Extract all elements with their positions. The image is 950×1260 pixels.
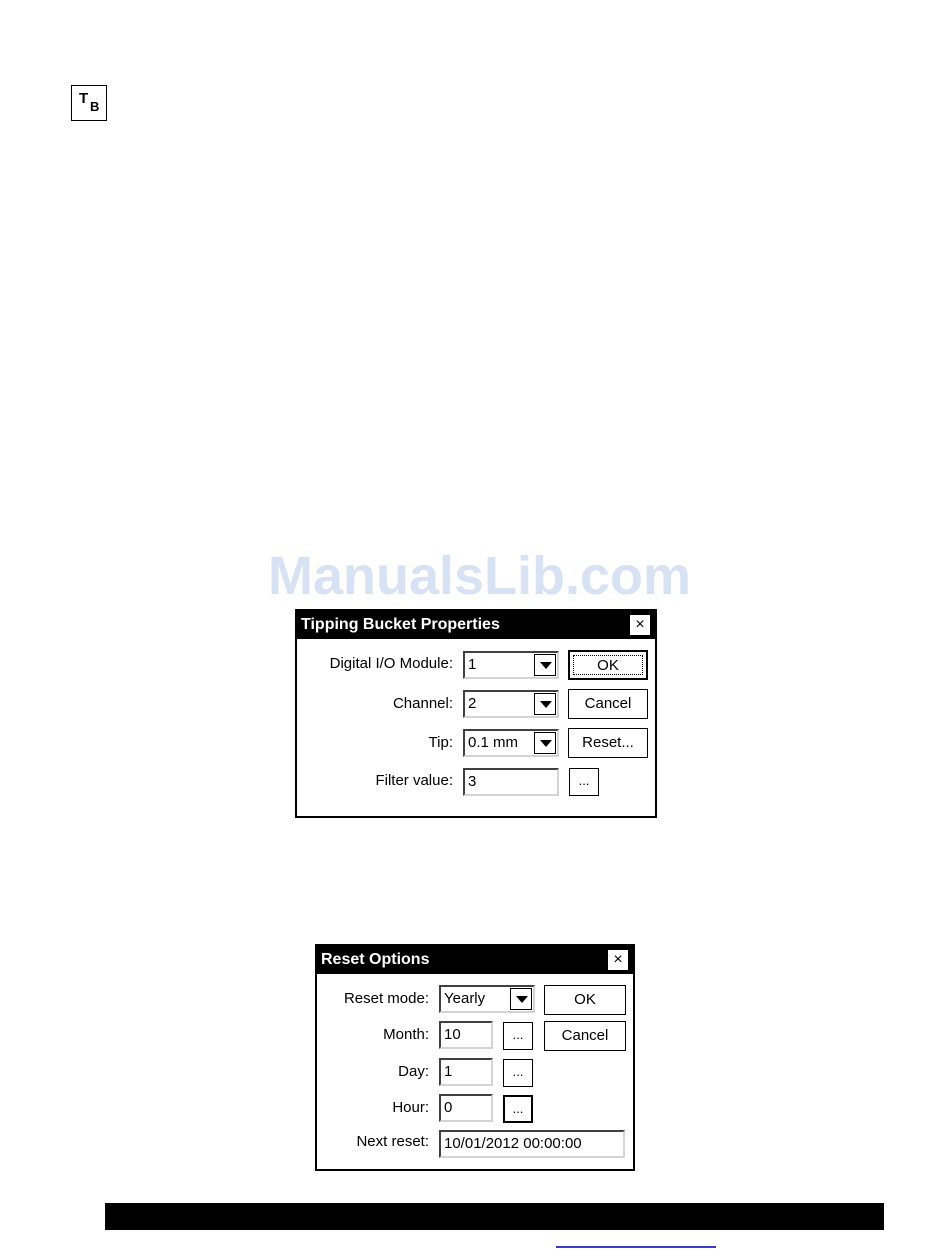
cancel-button[interactable]: Cancel [568,689,648,719]
hour-label: Hour: [392,1099,429,1116]
dialog-titlebar [297,611,655,639]
dialog-title: Tipping Bucket Properties [301,616,500,633]
tipping-bucket-icon [71,85,107,121]
month-browse-button[interactable]: ... [503,1022,533,1050]
chevron-down-icon[interactable] [534,732,556,754]
tip-select[interactable] [463,729,559,757]
next-reset-field: 10/01/2012 00:00:00 [439,1130,625,1158]
reset-options-dialog [315,944,635,1171]
tip-label: Tip: [428,734,453,751]
hour-input[interactable]: 0 [439,1094,493,1122]
ok-button[interactable] [568,650,648,680]
filter-label: Filter value: [375,772,453,789]
channel-select[interactable] [463,690,559,718]
close-icon[interactable]: × [607,949,629,971]
close-icon[interactable]: × [629,614,651,636]
day-label: Day: [398,1063,429,1080]
filter-browse-button[interactable]: ... [569,768,599,796]
channel-label: Channel: [392,695,453,712]
next-reset-label: Next reset: [356,1133,429,1150]
tipping-bucket-dialog [295,609,657,818]
day-input[interactable]: 1 [439,1058,493,1086]
filter-input[interactable]: 3 [463,768,559,796]
reset-mode-value: Yearly [444,990,486,1007]
day-browse-button[interactable]: ... [503,1059,533,1087]
dialog-title: Reset Options [321,951,430,968]
chevron-down-icon[interactable] [534,693,556,715]
cancel-button[interactable]: Cancel [544,1021,626,1051]
module-value: 1 [468,656,477,673]
watermark: ManualsLib.com [268,546,692,606]
month-input[interactable]: 10 [439,1021,493,1049]
reset-mode-select[interactable] [439,985,535,1013]
module-select[interactable] [463,651,559,679]
chevron-down-icon[interactable] [510,988,532,1010]
ok-label: OK [573,655,643,675]
reset-button[interactable]: Reset... [568,728,648,758]
month-label: Month: [383,1026,429,1043]
footer-bar [105,1203,884,1230]
module-label: Digital I/O Module: [329,655,453,672]
tip-value: 0.1 mm [468,734,519,751]
reset-mode-label: Reset mode: [343,990,429,1007]
icon-letter-t: T [79,90,89,107]
dialog-titlebar [317,946,633,974]
channel-value: 2 [468,695,477,712]
ok-button[interactable]: OK [544,985,626,1015]
chevron-down-icon[interactable] [534,654,556,676]
hour-browse-button[interactable]: ... [503,1095,533,1123]
footer-link-underline[interactable] [556,1246,716,1248]
icon-letter-b: B [90,99,100,114]
